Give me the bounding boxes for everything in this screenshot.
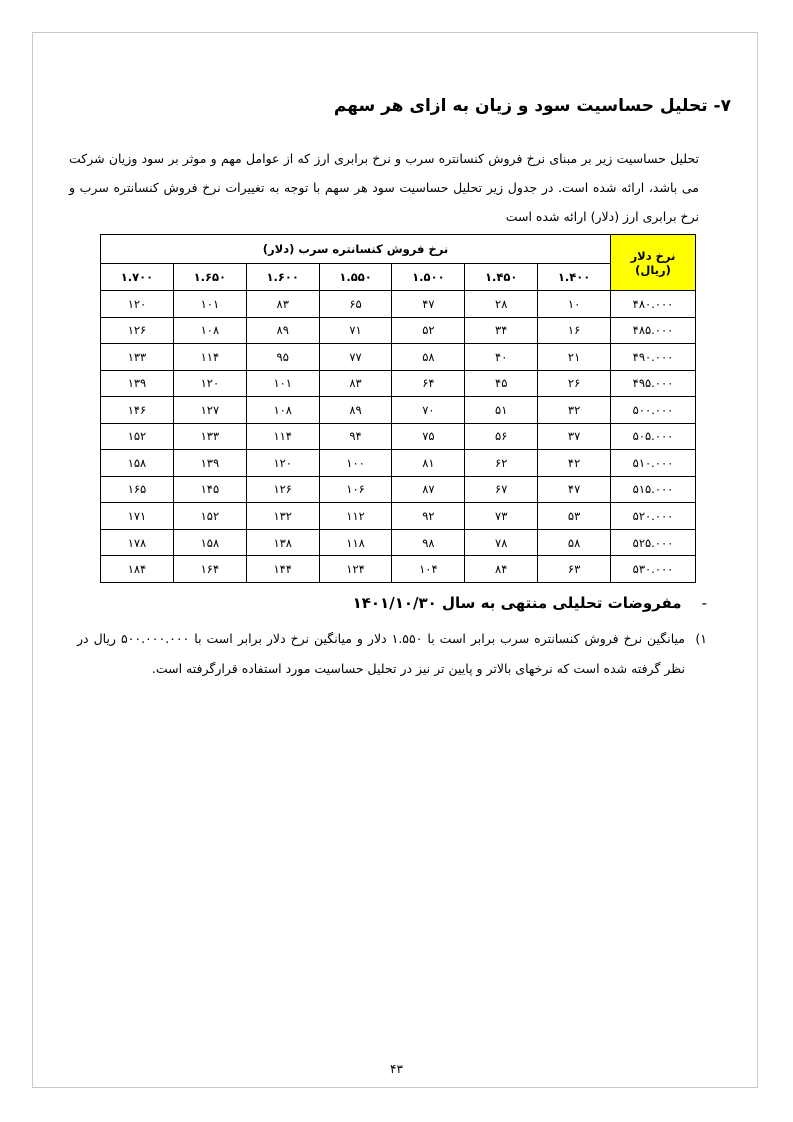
eps-value-cell: ۱۲۶: [101, 317, 174, 344]
eps-value-cell: ۱۱۸: [319, 529, 392, 556]
eps-value-cell: ۸۳: [246, 291, 319, 318]
dollar-rate-cell: ۴۸۰.۰۰۰: [611, 291, 696, 318]
column-header: ۱.۶۵۰: [173, 264, 246, 291]
eps-value-cell: ۱۶۵: [101, 476, 174, 503]
table-row: [101, 476, 696, 503]
eps-value-cell: ۹۸: [392, 529, 465, 556]
eps-value-cell: ۶۵: [319, 291, 392, 318]
dollar-rate-cell: ۵۰۵.۰۰۰: [611, 423, 696, 450]
eps-value-cell: ۷۳: [465, 503, 538, 530]
intro-paragraph: تحلیل حساسیت زیر بر مبنای نرخ فروش کنسانتره سرب و نرخ برابری ارز که از عوامل مهم و موثر بر سود وزیان شرکت می باشد، ارائه شده است. در جدول زیر تحلیل حساسیت سود هر سهم با توجه به تغییرات نرخ فروش کنسانتره سرب و نرخ برابری ارز (دلار) ارائه شده است: [69, 151, 699, 224]
column-header: ۱.۵۵۰: [319, 264, 392, 291]
column-header: ۱.۵۰۰: [392, 264, 465, 291]
table-row: [101, 423, 696, 450]
eps-value-cell: ۸۳: [319, 370, 392, 397]
eps-value-cell: ۲۱: [538, 344, 611, 371]
column-header: ۱.۷۰۰: [101, 264, 174, 291]
eps-value-cell: ۶۲: [465, 450, 538, 477]
eps-value-cell: ۱۱۲: [319, 503, 392, 530]
eps-value-cell: ۷۷: [319, 344, 392, 371]
assumption-item-text: میانگین نرخ فروش کنسانتره سرب برابر است با ۱.۵۵۰ دلار و میانگین نرخ دلار برابر است با ۵۰۰.۰۰۰.۰۰۰ ریال در نظر گرفته شده است که نرخهای بالاتر و پایین تر نیز در تحلیل حساسیت مورد استفاده قرارگرفته است.: [77, 631, 685, 676]
eps-value-cell: ۱۴۶: [101, 397, 174, 424]
eps-value-cell: ۶۷: [465, 476, 538, 503]
eps-value-cell: ۱۲۰: [101, 291, 174, 318]
eps-value-cell: ۹۵: [246, 344, 319, 371]
bullet-dash: -: [701, 594, 707, 612]
eps-value-cell: ۱۵۲: [101, 423, 174, 450]
table-row: [101, 397, 696, 424]
dollar-rate-cell: ۴۹۰.۰۰۰: [611, 344, 696, 371]
eps-value-cell: ۵۳: [538, 503, 611, 530]
column-header-row: [101, 264, 696, 291]
eps-value-cell: ۷۰: [392, 397, 465, 424]
table-row: [101, 450, 696, 477]
eps-value-cell: ۹۲: [392, 503, 465, 530]
eps-value-cell: ۸۹: [319, 397, 392, 424]
eps-value-cell: ۳۴: [465, 317, 538, 344]
eps-value-cell: ۵۸: [392, 344, 465, 371]
dollar-rate-cell: ۵۱۰.۰۰۰: [611, 450, 696, 477]
table-body: [101, 291, 696, 583]
eps-value-cell: ۱۵۲: [173, 503, 246, 530]
table-row: [101, 344, 696, 371]
sensitivity-table: [100, 234, 696, 583]
eps-value-cell: ۱۰۸: [246, 397, 319, 424]
eps-value-cell: ۸۴: [465, 556, 538, 583]
eps-value-cell: ۴۲: [538, 450, 611, 477]
assumption-item-number: ۱): [695, 631, 707, 646]
eps-value-cell: ۴۰: [465, 344, 538, 371]
eps-value-cell: ۱۳۹: [173, 450, 246, 477]
table-row: [101, 529, 696, 556]
eps-value-cell: ۸۹: [246, 317, 319, 344]
dollar-rate-cell: ۵۳۰.۰۰۰: [611, 556, 696, 583]
eps-value-cell: ۷۵: [392, 423, 465, 450]
eps-value-cell: ۵۶: [465, 423, 538, 450]
eps-value-cell: ۹۴: [319, 423, 392, 450]
eps-value-cell: ۱۳۸: [246, 529, 319, 556]
eps-value-cell: ۶۳: [538, 556, 611, 583]
eps-value-cell: ۴۵: [465, 370, 538, 397]
eps-value-cell: ۳۷: [538, 423, 611, 450]
eps-value-cell: ۱۱۴: [173, 344, 246, 371]
section-heading: ۷- تحلیل حساسیت سود و زیان به ازای هر سهم: [333, 96, 731, 116]
assumption-item: [77, 624, 707, 684]
eps-value-cell: ۱۴۵: [173, 476, 246, 503]
eps-value-cell: ۱۰۱: [246, 370, 319, 397]
eps-value-cell: ۸۱: [392, 450, 465, 477]
eps-value-cell: ۱۳۹: [101, 370, 174, 397]
eps-value-cell: ۲۸: [465, 291, 538, 318]
eps-value-cell: ۳۲: [538, 397, 611, 424]
eps-value-cell: ۱۰۸: [173, 317, 246, 344]
eps-value-cell: ۱۳۳: [173, 423, 246, 450]
dollar-rate-cell: ۴۸۵.۰۰۰: [611, 317, 696, 344]
eps-value-cell: ۱۵۸: [173, 529, 246, 556]
eps-value-cell: ۱۰۱: [173, 291, 246, 318]
eps-value-cell: ۱۰۴: [392, 556, 465, 583]
eps-value-cell: ۷۸: [465, 529, 538, 556]
eps-value-cell: ۱۱۴: [246, 423, 319, 450]
dollar-rate-cell: ۵۲۵.۰۰۰: [611, 529, 696, 556]
eps-value-cell: ۱۰: [538, 291, 611, 318]
table-row: [101, 317, 696, 344]
column-header: ۱.۴۵۰: [465, 264, 538, 291]
eps-value-cell: ۱۷۸: [101, 529, 174, 556]
table-row: [101, 291, 696, 318]
eps-value-cell: ۲۶: [538, 370, 611, 397]
eps-value-cell: ۶۴: [392, 370, 465, 397]
eps-value-cell: ۱۳۳: [101, 344, 174, 371]
eps-value-cell: ۷۱: [319, 317, 392, 344]
dollar-rate-header: نرخ دلار (ریال): [611, 235, 696, 291]
eps-value-cell: ۱۲۰: [173, 370, 246, 397]
assumptions-title: [107, 594, 707, 612]
eps-value-cell: ۴۷: [392, 291, 465, 318]
dollar-rate-cell: ۵۱۵.۰۰۰: [611, 476, 696, 503]
eps-value-cell: ۵۱: [465, 397, 538, 424]
eps-value-cell: ۱۷۱: [101, 503, 174, 530]
eps-value-cell: ۱۸۴: [101, 556, 174, 583]
dollar-rate-cell: ۴۹۵.۰۰۰: [611, 370, 696, 397]
eps-value-cell: ۱۰۰: [319, 450, 392, 477]
column-header: ۱.۴۰۰: [538, 264, 611, 291]
eps-value-cell: ۸۷: [392, 476, 465, 503]
eps-value-cell: ۵۸: [538, 529, 611, 556]
eps-value-cell: ۱۴۴: [246, 556, 319, 583]
eps-value-cell: ۱۲۰: [246, 450, 319, 477]
eps-value-cell: ۴۷: [538, 476, 611, 503]
eps-value-cell: ۱۵۸: [101, 450, 174, 477]
page-number: ۴۳: [390, 1062, 403, 1076]
assumptions-title-text: مفروضات تحلیلی منتهی به سال ۱۴۰۱/۱۰/۳۰: [352, 594, 682, 612]
table-row: [101, 556, 696, 583]
column-header: ۱.۶۰۰: [246, 264, 319, 291]
eps-value-cell: ۱۶: [538, 317, 611, 344]
eps-value-cell: ۱۲۷: [173, 397, 246, 424]
eps-value-cell: ۱۲۶: [246, 476, 319, 503]
eps-value-cell: ۱۰۶: [319, 476, 392, 503]
lead-price-group-header: نرخ فروش کنسانتره سرب (دلار): [101, 235, 611, 264]
eps-value-cell: ۵۲: [392, 317, 465, 344]
eps-value-cell: ۱۶۴: [173, 556, 246, 583]
table-row: [101, 503, 696, 530]
dollar-rate-cell: ۵۰۰.۰۰۰: [611, 397, 696, 424]
table-row: [101, 370, 696, 397]
eps-value-cell: ۱۲۴: [319, 556, 392, 583]
dollar-rate-cell: ۵۲۰.۰۰۰: [611, 503, 696, 530]
eps-value-cell: ۱۳۲: [246, 503, 319, 530]
